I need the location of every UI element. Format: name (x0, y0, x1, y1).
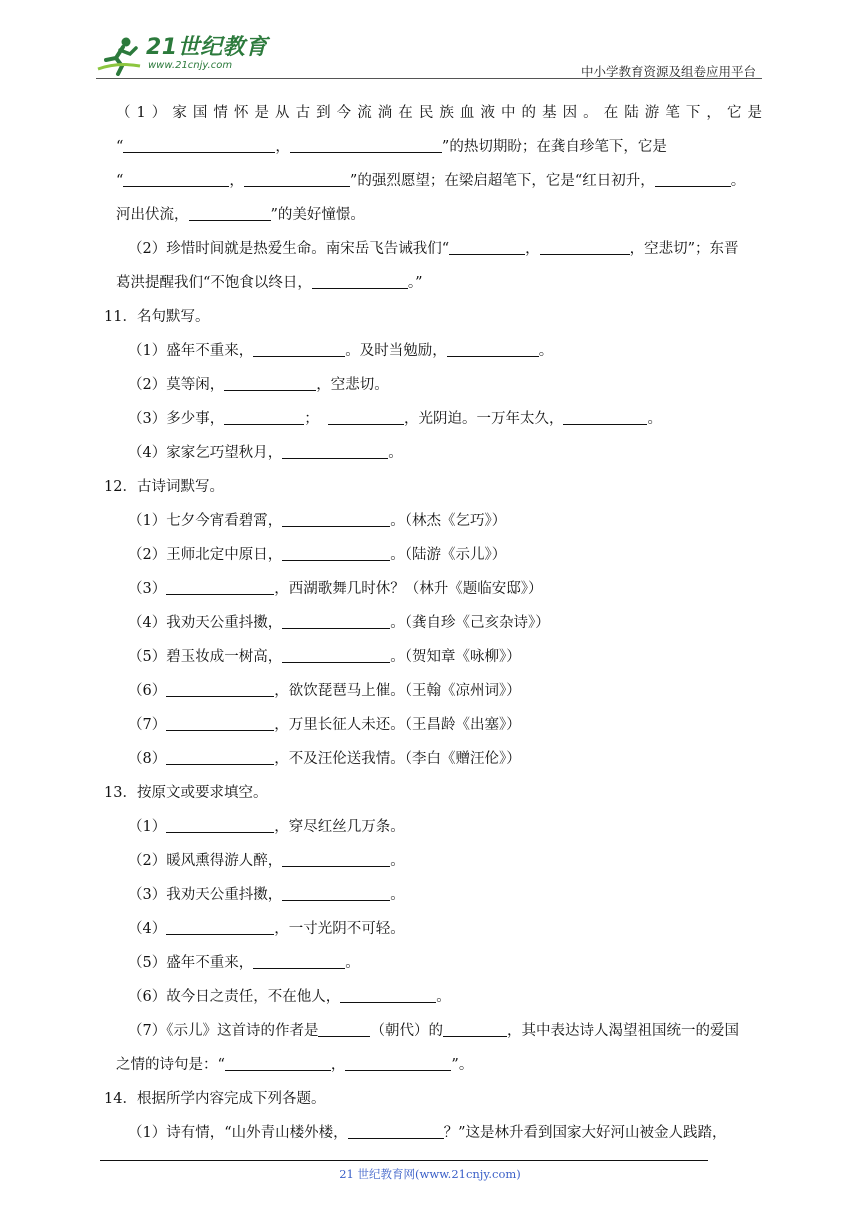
answer-blank[interactable] (282, 508, 390, 527)
text: ，空悲切”；东晋 (629, 241, 739, 257)
text: （2）王师北定中原日， (128, 547, 283, 563)
answer-blank[interactable] (253, 338, 345, 357)
q11-item-1 (116, 334, 762, 368)
answer-blank[interactable] (282, 440, 388, 459)
platform-name: 中小学教育资源及组卷应用平台 (580, 64, 756, 79)
text: （6） (128, 683, 167, 699)
text: （8） (128, 751, 167, 767)
text: ，西湖歌舞几时休？（林升《题临安邸》） (274, 581, 543, 597)
text: ，穿尽红丝几万条。 (274, 819, 405, 835)
text: 。（龚自珍《己亥杂诗》） (390, 615, 550, 631)
text: （1）家国情怀是从古到今流淌在民族血液中的基因。在陆游笔下，它是 (116, 105, 762, 121)
page-footer: 21 世纪教育网(www.21cnjy.com) (339, 1167, 521, 1181)
q12-item (116, 504, 762, 538)
q13-item-7-cont (116, 1048, 762, 1082)
text: ； (304, 411, 319, 427)
text: （4）我劝天公重抖擞， (128, 615, 283, 631)
text: “ (116, 173, 124, 189)
answer-blank[interactable] (166, 916, 274, 935)
text: 。” (407, 275, 423, 291)
text: （2）莫等闲， (128, 377, 225, 393)
text: 葛洪提醒我们“不饱食以终日， (116, 275, 312, 291)
text: （3）多少事， (128, 411, 225, 427)
text: 。 (388, 445, 403, 461)
answer-blank[interactable] (348, 1120, 444, 1139)
text: ， (525, 241, 540, 257)
q12-item (116, 742, 762, 776)
q10-p1-line3 (116, 164, 762, 198)
q12-title: 12．古诗词默写。 (104, 479, 224, 495)
logo-text (146, 36, 268, 72)
answer-blank[interactable] (282, 848, 390, 867)
q13-title: 13．按原文或要求填空。 (104, 785, 268, 801)
text: ， (275, 139, 290, 155)
text: ， (229, 173, 244, 189)
answer-blank[interactable] (443, 1018, 507, 1037)
text: （朝代）的 (370, 1023, 443, 1039)
answer-blank[interactable] (244, 168, 350, 187)
answer-blank[interactable] (123, 134, 275, 153)
text: 。 (538, 343, 554, 359)
q13-item (116, 878, 762, 912)
q14-item-1 (116, 1116, 762, 1150)
text: 之情的诗句是：“ (116, 1057, 225, 1073)
q11-item-3 (116, 402, 762, 436)
q14-title: 14．根据所学内容完成下列各题。 (104, 1091, 326, 1107)
text: ，其中表达诗人渴望祖国统一的爱国 (506, 1023, 739, 1039)
text: 。 (345, 955, 360, 971)
q10-p2-line1 (116, 232, 762, 266)
answer-blank[interactable] (282, 610, 390, 629)
text: 。 (647, 411, 662, 427)
answer-blank[interactable] (328, 406, 404, 425)
text: “ (116, 139, 124, 155)
text: 。 (390, 853, 405, 869)
answer-blank[interactable] (123, 168, 229, 187)
q13-item (116, 980, 762, 1014)
answer-blank[interactable] (166, 746, 274, 765)
answer-blank[interactable] (318, 1018, 370, 1037)
answer-blank[interactable] (166, 576, 274, 595)
q11-item-4 (116, 436, 762, 470)
logo-title: 21世纪教育 (146, 35, 268, 60)
text: ？”这是林升看到国家大好河山被金人践踏， (443, 1125, 727, 1141)
q13-item (116, 946, 762, 980)
answer-blank[interactable] (340, 984, 436, 1003)
answer-blank[interactable] (282, 882, 390, 901)
q12-item (116, 538, 762, 572)
answer-blank[interactable] (290, 134, 442, 153)
q11-title: 11．名句默写。 (104, 309, 210, 325)
q11-item-2 (116, 368, 762, 402)
answer-blank[interactable] (282, 644, 390, 663)
answer-blank[interactable] (655, 168, 731, 187)
text: 。 (730, 173, 746, 189)
answer-blank[interactable] (282, 542, 390, 561)
text: 。（陆游《示儿》） (390, 547, 507, 563)
q10-p1-line1 (116, 96, 762, 130)
text: ，空悲切。 (316, 377, 389, 393)
q10-p2-line2 (116, 266, 762, 300)
answer-blank[interactable] (312, 270, 408, 289)
text: 河出伏流， (116, 207, 189, 223)
text: （2）暖风熏得游人醉， (128, 853, 283, 869)
answer-blank[interactable] (449, 236, 525, 255)
text: ，万里长征人未还。（王昌龄《出塞》） (274, 717, 521, 733)
text: （2）珍惜时间就是热爱生命。南宋岳飞告诫我们“ (128, 241, 450, 257)
answer-blank[interactable] (166, 712, 274, 731)
text: ，光阴迫。一万年太久， (403, 411, 564, 427)
text: （6）故今日之责任，不在他人， (128, 989, 341, 1005)
text: （3） (128, 581, 167, 597)
answer-blank[interactable] (224, 372, 316, 391)
text: （3）我劝天公重抖擞， (128, 887, 283, 903)
text: ，欲饮琵琶马上催。（王翰《凉州词》） (274, 683, 521, 699)
text: 。及时当勉励， (345, 343, 447, 359)
logo (96, 36, 268, 76)
answer-blank[interactable] (166, 678, 274, 697)
answer-blank[interactable] (189, 202, 271, 221)
text: （1）盛年不重来， (128, 343, 254, 359)
text: （1） (128, 819, 167, 835)
answer-blank[interactable] (345, 1052, 451, 1071)
footer-divider (100, 1160, 708, 1161)
answer-blank[interactable] (225, 1052, 331, 1071)
text: （4）家家乞巧望秋月， (128, 445, 283, 461)
question-content (104, 96, 762, 1150)
text: （5）碧玉妆成一树高， (128, 649, 283, 665)
page-header (96, 28, 762, 80)
answer-blank[interactable] (224, 406, 304, 425)
q12-item (116, 640, 762, 674)
q10-p1-line2 (116, 130, 762, 164)
text: ”的热切期盼；在龚自珍笔下，它是 (441, 139, 667, 155)
answer-blank[interactable] (447, 338, 539, 357)
text: ”的强烈愿望；在梁启超笔下，它是“红日初升， (349, 173, 655, 189)
q12-item (116, 674, 762, 708)
q12-item (116, 606, 762, 640)
q13-item-7 (116, 1014, 762, 1048)
q12-item (116, 572, 762, 606)
text: 。（林杰《乞巧》） (390, 513, 507, 529)
q10-p1-line4 (116, 198, 762, 232)
running-figure-icon (96, 36, 142, 76)
text: 。 (436, 989, 451, 1005)
text: （1）诗有情，“山外青山楼外楼， (128, 1125, 348, 1141)
answer-blank[interactable] (166, 814, 274, 833)
q12-item (116, 708, 762, 742)
answer-blank[interactable] (563, 406, 647, 425)
text: ，不及汪伦送我情。（李白《赠汪伦》） (274, 751, 521, 767)
logo-url: www.21cnjy.com (148, 60, 233, 71)
text: （5）盛年不重来， (128, 955, 254, 971)
text: （7） (128, 717, 167, 733)
text: ”的美好憧憬。 (270, 207, 365, 223)
text: （4） (128, 921, 167, 937)
q13-item (116, 844, 762, 878)
q13-item (116, 912, 762, 946)
text: （1）七夕今宵看碧霄， (128, 513, 283, 529)
text: 。（贺知章《咏柳》） (390, 649, 521, 665)
text: ， (330, 1057, 346, 1073)
q13-item (116, 810, 762, 844)
answer-blank[interactable] (540, 236, 630, 255)
header-divider (96, 78, 762, 79)
text: 。 (390, 887, 405, 903)
text: （7）《示儿》这首诗的作者是 (128, 1023, 319, 1039)
text: ”。 (451, 1057, 474, 1073)
answer-blank[interactable] (253, 950, 345, 969)
text: ，一寸光阴不可轻。 (274, 921, 405, 937)
